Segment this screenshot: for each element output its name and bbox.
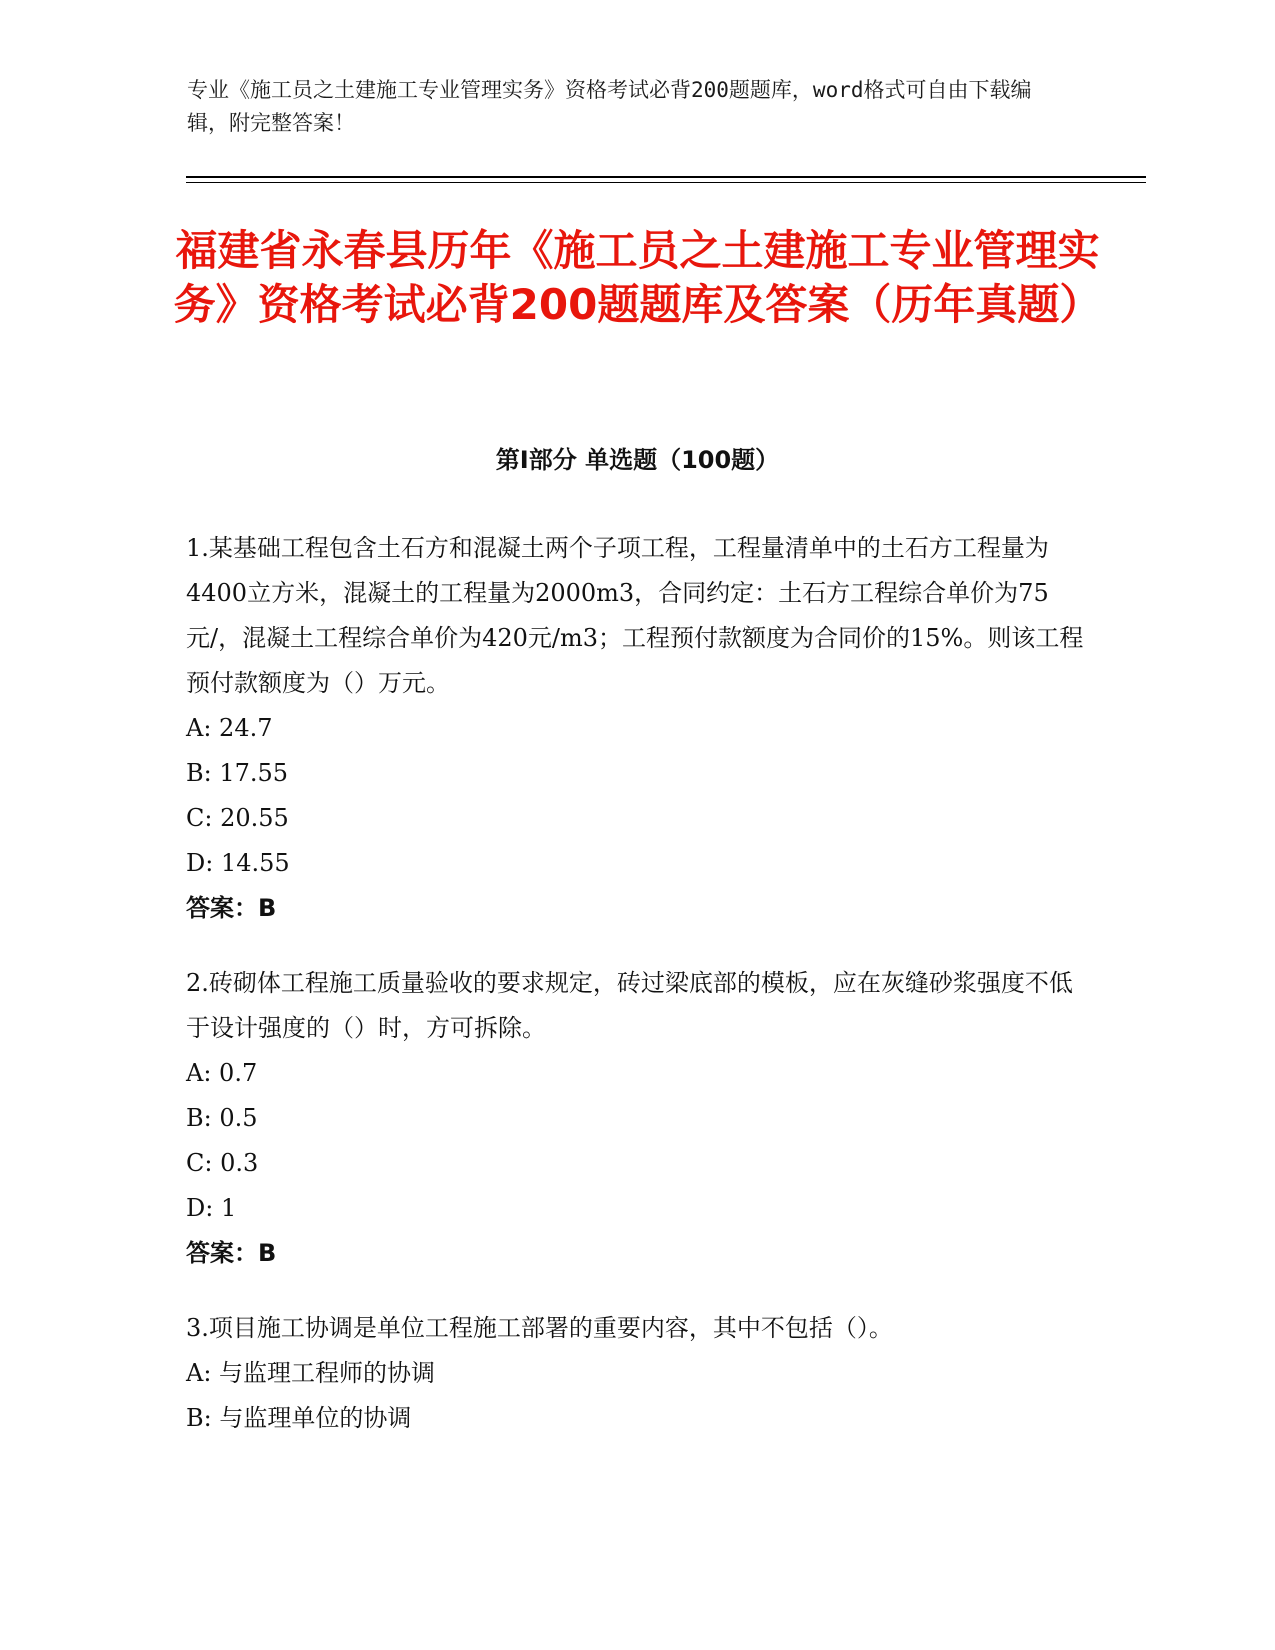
option-c: C: 20.55 (186, 804, 289, 832)
question-list (186, 526, 1086, 1471)
option-d: D: 1 (186, 1194, 237, 1222)
question-stem: 3.项目施工协调是单位工程施工部署的重要内容，其中不包括（）。 (186, 1314, 893, 1342)
question-stem: 2.砖砌体工程施工质量验收的要求规定，砖过梁底部的模板，应在灰缝砂浆强度不低于设计强度的（）时，方可拆除。 (186, 969, 1073, 1042)
question-1 (186, 526, 1086, 931)
header-note: 专业《施工员之土建施工专业管理实务》资格考试必背200题题库，word格式可自由下载编辑，附完整答案！ (187, 78, 1032, 135)
question-3 (186, 1306, 1086, 1441)
question-stem: 1.某基础工程包含土石方和混凝土两个子项工程，工程量清单中的土石方工程量为4400立方米，混凝土的工程量为2000m3，合同约定：土石方工程综合单价为75元/，混凝土工程综合单价为420元/m3；工程预付款额度为合同价的15%。则该工程预付款额度为（）万元。 (186, 534, 1084, 697)
option-b: B: 与监理单位的协调 (186, 1404, 412, 1432)
document-title: 福建省永春县历年《施工员之土建施工专业管理实务》资格考试必背200题题库及答案（历年真题） (173, 226, 1102, 329)
option-a: A: 0.7 (186, 1059, 258, 1087)
option-a: A: 与监理工程师的协调 (186, 1359, 436, 1387)
option-c: C: 0.3 (186, 1149, 259, 1177)
option-a: A: 24.7 (186, 714, 273, 742)
option-b: B: 17.55 (186, 759, 289, 787)
header-divider-thick (186, 176, 1146, 178)
header-divider-thin (186, 182, 1146, 183)
option-b: B: 0.5 (186, 1104, 258, 1132)
section-title: 第Ⅰ部分 单选题（100题） (495, 446, 780, 474)
question-2 (186, 961, 1086, 1276)
answer: 答案：B (186, 894, 277, 922)
answer: 答案：B (186, 1239, 277, 1267)
option-d: D: 14.55 (186, 849, 290, 877)
